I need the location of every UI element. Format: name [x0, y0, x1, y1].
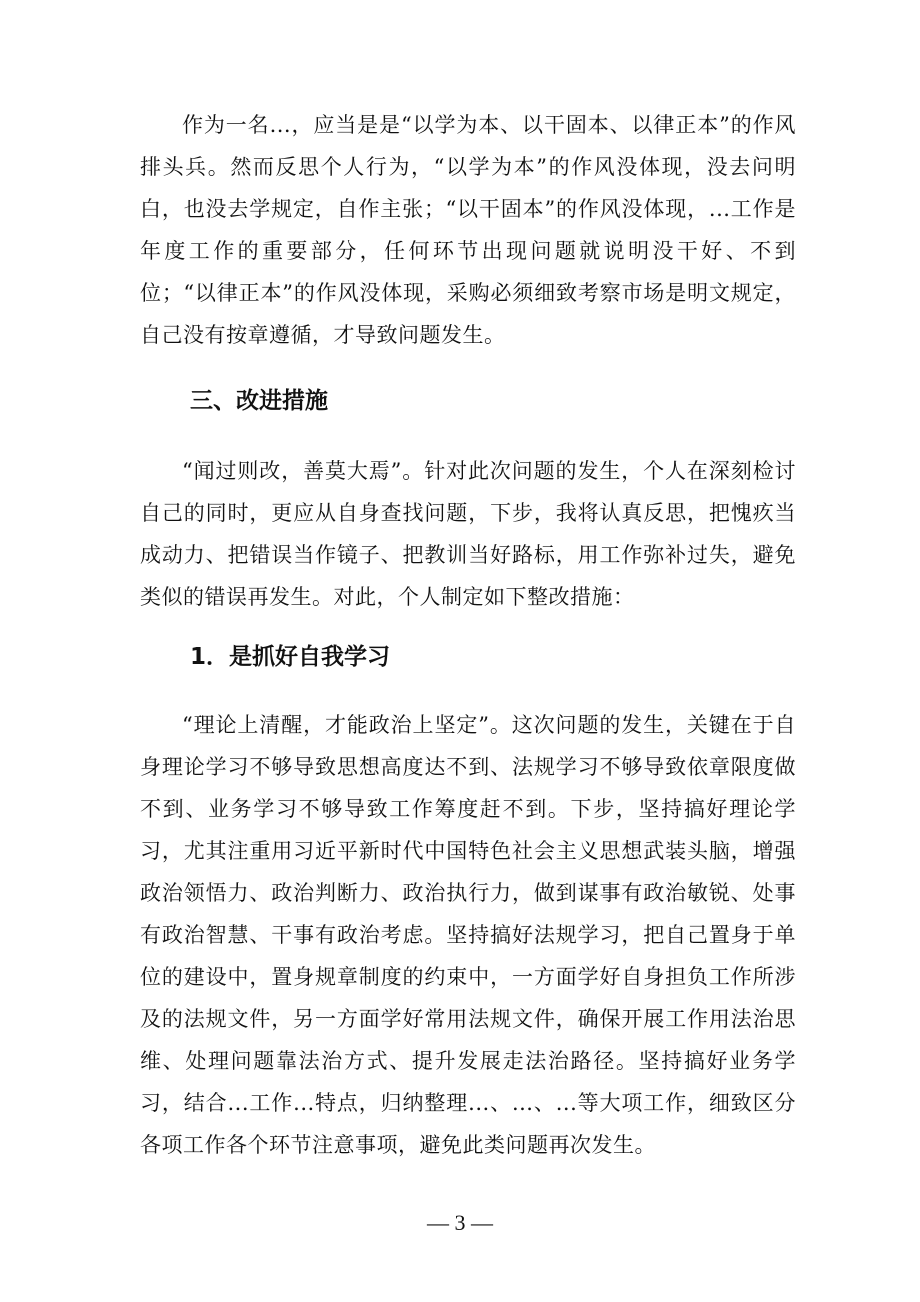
page-number: — 3 —: [427, 1210, 493, 1235]
paragraph-introduction: “闻过则改，善莫大焉”。针对此次问题的发生，个人在深刻检讨自己的同时，更应从自身查找问题，下步，我将认真反思，把愧疚当成动力、把错误当作镜子、把教训当好路标，用工作弥补过失，避免类似的错误再发生。对此，个人制定如下整改措施：: [140, 459, 796, 609]
subheading-self-study: 1．是抓好自我学习: [190, 644, 391, 670]
paragraph-self-study-detail: “理论上清醒，才能政治上坚定”。这次问题的发生，关键在于自身理论学习不够导致思想高度达不到、法规学习不够导致依章限度做不到、业务学习不够导致工作筹度赶不到。下步，坚持搞好理论学习，尤其注重用习近平新时代中国特色社会主义思想武装头脑，增强政治领悟力、政治判断力、政治执行力，做到谋事有政治敏锐、处事有政治智慧、干事有政治考虑。坚持搞好法规学习，把自己置身于单位的建设中，置身规章制度的约束中，一方面学好自身担负工作所涉及的法规文件，另一方面学好常用法规文件，确保开展工作用法治思维、处理问题靠法治方式、提升发展走法治路径。坚持搞好业务学习，结合...工作...特点，归纳整理...、...、...等大项工作，细致区分各项工作各个环节注意事项，避免此类问题再次发生。: [140, 713, 796, 1157]
paragraph-reflection: 作为一名...，应当是是“以学为本、以干固本、以律正本”的作风排头兵。然而反思个人行为，“以学为本”的作风没体现，没去问明白，也没去学规定，自作主张；“以干固本”的作风没体现，...工作是年度工作的重要部分，任何环节出现问题就说明没干好、不到位；“以律正本”的作风没体现，采购必须细致考察市场是明文规定，自己没有按章遵循，才导致问题发生。: [140, 113, 796, 347]
section-heading-improvement-measures: 三、改进措施: [190, 388, 328, 414]
